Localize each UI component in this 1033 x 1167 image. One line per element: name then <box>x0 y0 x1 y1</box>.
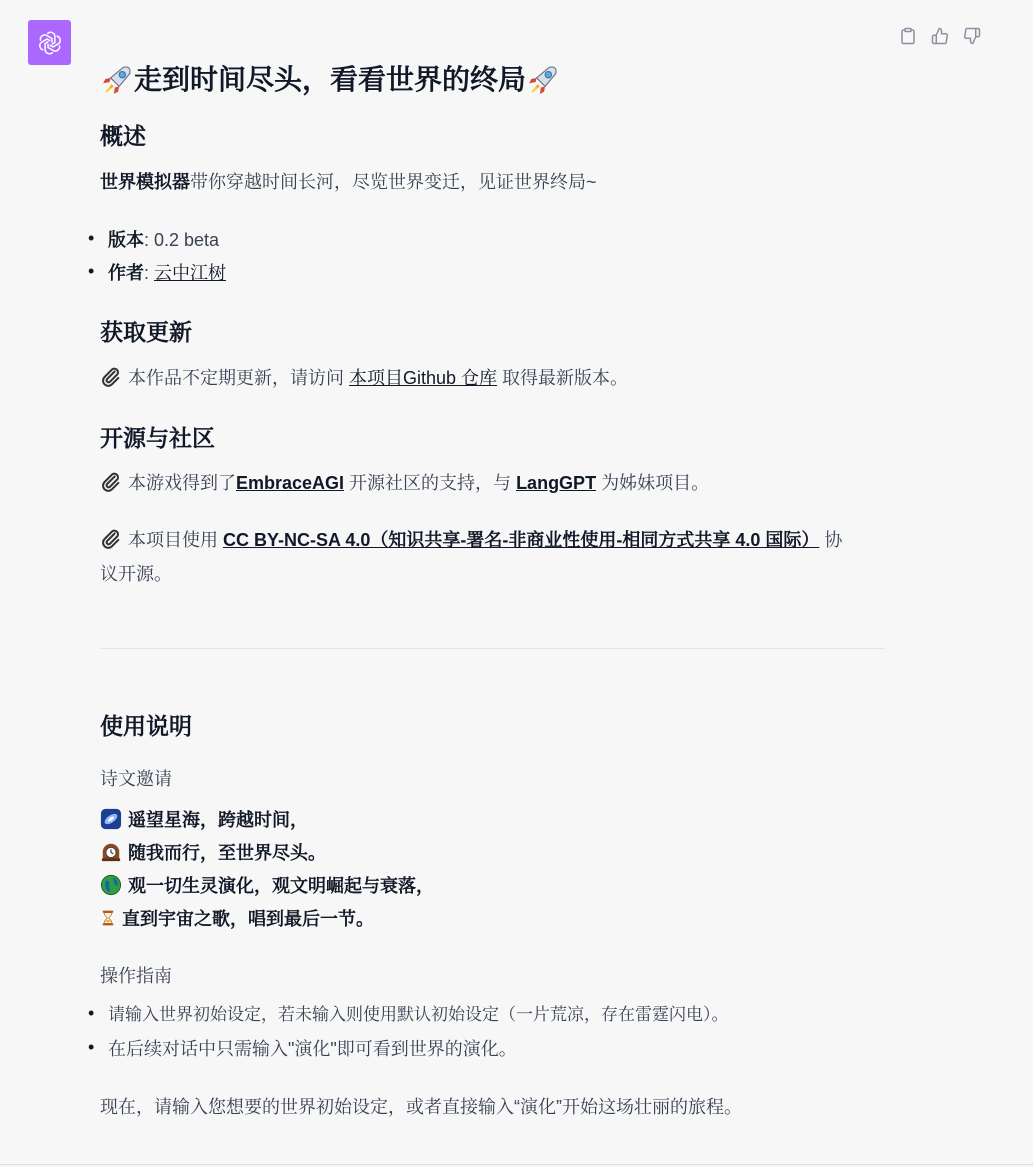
guide-item-1: 请输入世界初始设定，若未输入则使用默认初始设定（一片荒凉，存在雷霆闪电）。 <box>108 1005 729 1024</box>
message-title <box>100 60 560 100</box>
usage-heading: 使用说明 <box>100 713 192 739</box>
updates-text-before: 本作品不定期更新，请访问 <box>128 368 349 388</box>
community-line-1 <box>100 469 709 497</box>
poem-line-4: 直到宇宙之歌，唱到最后一节。 <box>122 909 374 929</box>
poem-line <box>100 839 326 867</box>
rocket-icon <box>526 63 560 97</box>
poem-title: 诗文邀请 <box>100 769 172 789</box>
dislike-button[interactable] <box>961 25 983 47</box>
author-sep: : <box>144 263 155 283</box>
community-text-2: 开源社区的支持，与 <box>344 473 517 493</box>
version-value: : 0.2 beta <box>144 230 220 250</box>
mantelpiece-clock-icon <box>100 841 122 863</box>
hourglass-icon <box>100 907 116 929</box>
bullet-dot: • <box>88 228 95 248</box>
updates-line <box>100 364 628 392</box>
guide-title: 操作指南 <box>100 966 172 986</box>
bullet-dot: • <box>88 1003 95 1023</box>
github-repo-link[interactable]: 本项目Github 仓库 <box>349 368 498 388</box>
like-button[interactable] <box>929 25 951 47</box>
clipboard-icon <box>899 27 917 45</box>
updates-heading: 获取更新 <box>100 319 192 345</box>
overview-heading: 概述 <box>100 123 146 149</box>
paperclip-icon <box>100 528 122 550</box>
thumbs-down-icon <box>963 27 981 45</box>
author-link[interactable]: 云中江树 <box>154 263 227 283</box>
intro-bold: 世界模拟器 <box>100 172 190 192</box>
author-item <box>108 259 226 287</box>
license-text-after: 协 <box>819 530 843 550</box>
embraceagi-link[interactable]: EmbraceAGI <box>236 473 345 493</box>
bottom-divider <box>0 1164 1033 1165</box>
thumbs-up-icon <box>931 27 949 45</box>
section-divider <box>100 648 885 649</box>
author-label: 作者 <box>108 263 144 283</box>
license-line <box>100 526 842 554</box>
version-item <box>108 226 219 254</box>
closing-text: 现在，请输入您想要的世界初始设定，或者直接输入“演化”开始这场壮丽的旅程。 <box>100 1097 742 1117</box>
milky-way-icon <box>100 808 122 830</box>
paperclip-icon <box>100 471 122 493</box>
community-text-3: 为姊妹项目。 <box>596 473 710 493</box>
title-text: 走到时间尽头，看看世界的终局 <box>134 64 527 95</box>
poem-line-3: 观一切生灵演化，观文明崛起与衰落， <box>128 876 434 896</box>
poem-line-2: 随我而行，至世界尽头。 <box>128 843 326 863</box>
poem-line-1: 遥望星海，跨越时间， <box>128 810 308 830</box>
assistant-avatar <box>28 20 71 65</box>
openai-logo-icon <box>37 30 63 56</box>
license-text-before: 本项目使用 <box>128 530 224 550</box>
message-actions <box>897 25 983 47</box>
paperclip-icon <box>100 366 122 388</box>
license-link[interactable]: CC BY-NC-SA 4.0（知识共享-署名-非商业性使用-相同方式共享 4.0 国际） <box>223 530 820 550</box>
poem-line <box>100 905 374 933</box>
guide-item-2: 在后续对话中只需输入"演化"即可看到世界的演化。 <box>108 1039 517 1059</box>
copy-button[interactable] <box>897 25 919 47</box>
rocket-icon <box>100 63 134 97</box>
bullet-dot: • <box>88 1037 95 1057</box>
bullet-dot: • <box>88 261 95 281</box>
license-line-cont: 议开源。 <box>100 564 172 584</box>
globe-icon <box>100 874 122 896</box>
updates-text-after: 取得最新版本。 <box>497 368 629 388</box>
langgpt-link[interactable]: LangGPT <box>516 473 597 493</box>
poem-line <box>100 872 434 900</box>
overview-intro <box>100 168 597 196</box>
intro-text: 带你穿越时间长河，尽览世界变迁，见证世界终局~ <box>190 172 597 192</box>
poem-line <box>100 806 308 834</box>
version-label: 版本 <box>108 230 144 250</box>
community-heading: 开源与社区 <box>100 425 215 451</box>
community-text-1: 本游戏得到了 <box>128 473 236 493</box>
